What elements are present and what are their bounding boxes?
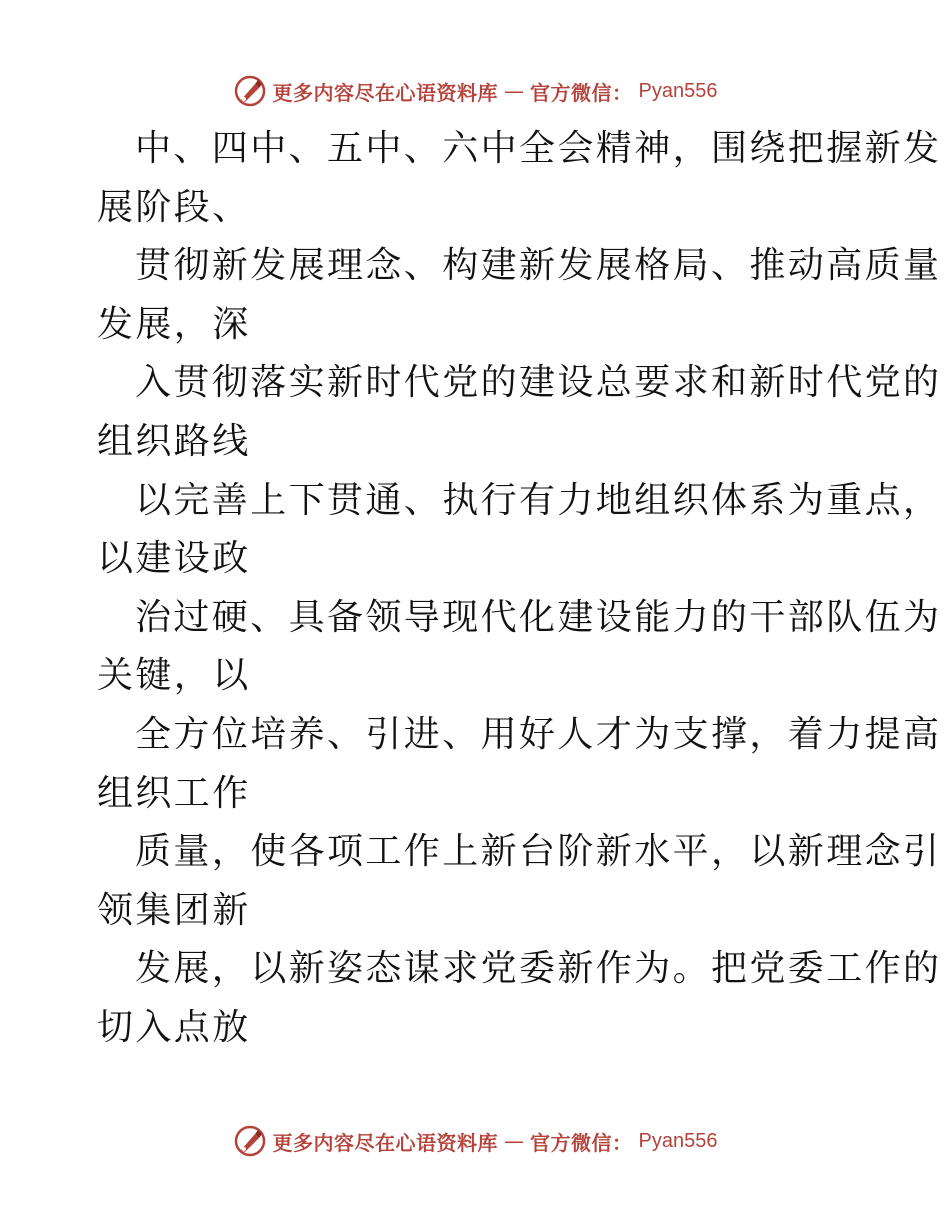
paragraph-line: 以建设政 [97,538,251,580]
paragraph-line: 贯彻新发展理念、构建新发展格局、推动高质量 [135,245,942,287]
pen-logo-icon [233,74,267,108]
header-banner [0,71,950,111]
footer-wechat-id: Pyan556 [638,1129,718,1152]
paragraph-line: 中、四中、五中、六中全会精神，围绕把握新发 [135,128,942,169]
paragraph-line: 以完善上下贯通、执行有力地组织体系为重点， [135,479,942,521]
paragraph-line: 领集团新 [97,889,251,931]
header-banner-separator: — [504,79,525,103]
paragraph-line: 全方位培养、引进、用好人才为支撑，着力提高 [135,713,942,755]
paragraph-line: 治过硬、具备领导现代化建设能力的干部队伍为 [135,596,942,638]
paragraph-line: 关键，以 [97,655,251,697]
paragraph-line: 发展，以新姿态谋求党委新作为。把党委工作的 [135,948,942,990]
header-banner-text: 更多内容尽在心语资料库 [272,80,499,105]
paragraph-line: 质量，使各项工作上新台阶新水平，以新理念引 [135,831,942,873]
footer-banner-text: 更多内容尽在心语资料库 [272,1130,499,1155]
paragraph-line: 切入点放 [97,1006,251,1048]
document-body [97,120,942,1058]
paragraph-line: 组织工作 [97,772,251,814]
footer-banner [0,1121,950,1161]
footer-banner-separator: — [504,1129,525,1153]
paragraph-line: 展阶段、 [97,186,251,228]
header-wechat-id: Pyan556 [638,79,718,102]
header-wechat-label: 官方微信： [530,80,633,105]
paragraph-line: 组织路线 [97,420,251,462]
footer-wechat-label: 官方微信： [530,1130,633,1155]
paragraph-line: 入贯彻落实新时代党的建设总要求和新时代党的 [135,362,942,404]
pen-logo-icon [233,1124,267,1158]
paragraph-line: 发展，深 [97,303,251,345]
